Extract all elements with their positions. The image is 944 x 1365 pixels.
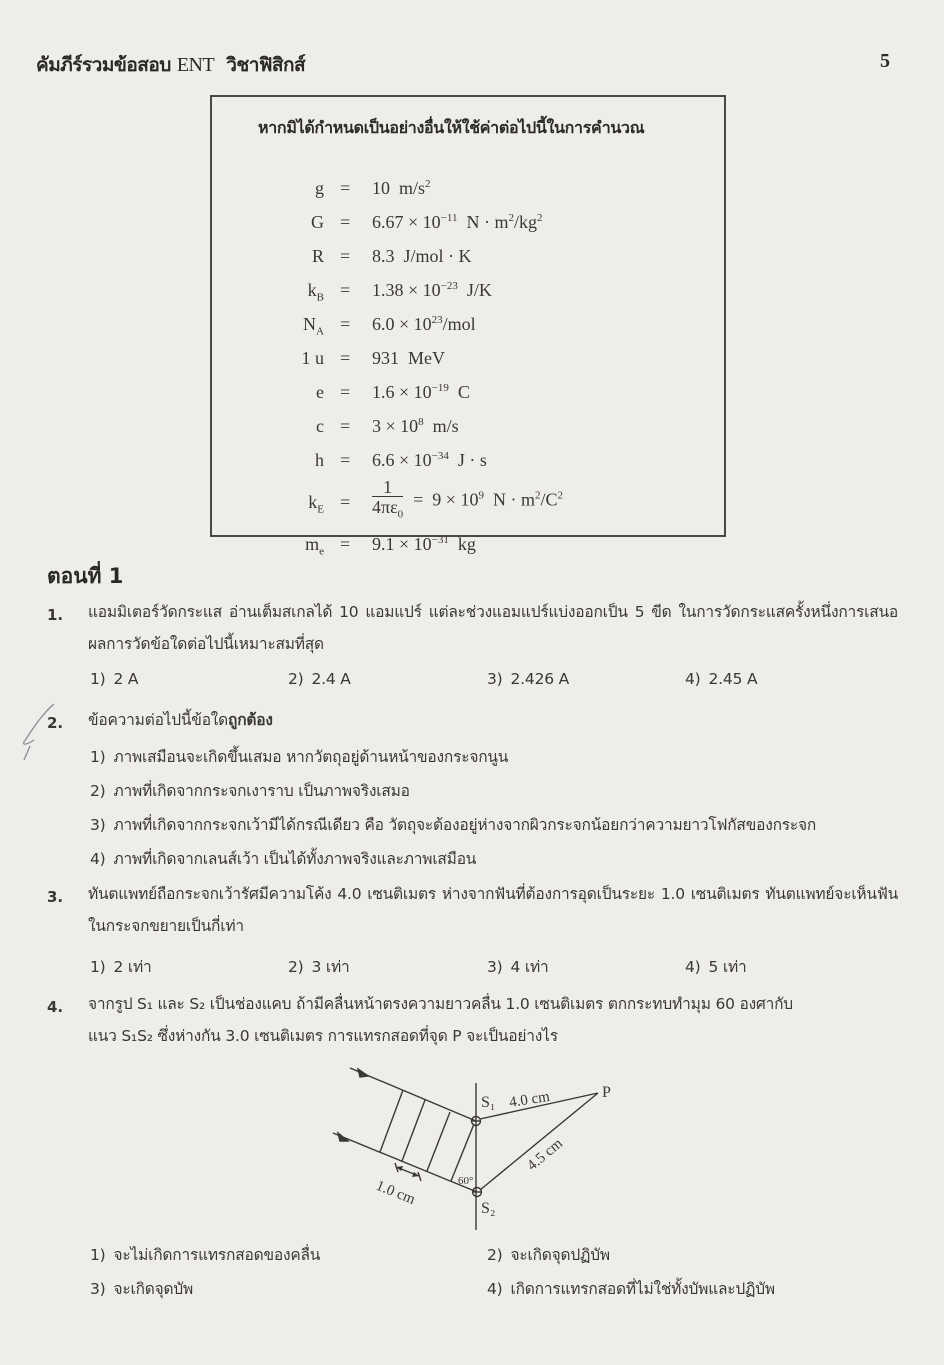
double-slit-diagram: [320, 1055, 640, 1235]
question-2-number: 2.: [47, 714, 64, 732]
question-1-text: แอมมิเตอร์วัดกระแส อ่านเต็มสเกลได้ 10 แอมแปร์ แต่ละช่วงแอมแปร์แบ่งออกเป็น 5 ขีด ในการวัดกระแสครั้งหนึ่งการเสนอผลการวัดข้อใดต่อไปนี้เหมาะสมที่สุด: [88, 603, 898, 653]
subject-name: วิชาฟิสิกส์: [226, 54, 306, 76]
constant-row-c: c = $3 \times 10^8$ m/s: [316, 416, 459, 436]
question-2-option-4[interactable]: 4) ภาพที่เกิดจากเลนส์เว้า เป็นได้ทั้งภาพจริงและภาพเสมือน: [90, 850, 477, 868]
constant-row-R: R = 8.3 J/mol · K: [311, 246, 472, 266]
constant-value: 10 $m/s^2$: [372, 178, 431, 198]
question-3-option-4[interactable]: 4) 5 เท่า: [685, 958, 747, 976]
page-number: 5: [880, 50, 890, 72]
question-4-option-3[interactable]: 3) จะเกิดจุดบัพ: [90, 1280, 194, 1298]
angle-label: 60°: [458, 1175, 474, 1187]
wavelength-label: 1.0 cm: [373, 1177, 418, 1209]
question-2-option-2[interactable]: 2) ภาพที่เกิดจากกระจกเงาราบ เป็นภาพจริงเสมอ: [90, 782, 410, 800]
question-3-text: ทันตแพทย์ถือกระจกเว้ารัศมีความโค้ง 4.0 เซนติเมตร ห่างจากฟันที่ต้องการอุดเป็นระยะ 1.0 เซนติเมตร ทันตแพทย์จะเห็นฟันในกระจกขยายเป็นกี่เท่า: [88, 885, 898, 935]
exam-name: ENT: [176, 54, 215, 76]
point-p-label: P: [602, 1084, 611, 1101]
question-4-number: 4.: [47, 998, 64, 1016]
question-3-option-3[interactable]: 3) 4 เท่า: [487, 958, 549, 976]
constant-row-g: g = 10 $m/s^2$: [315, 178, 431, 198]
question-1-option-3[interactable]: 3) 2.426 A: [487, 670, 570, 688]
section-title: ตอนที่ 1: [47, 564, 124, 588]
question-2-option-3[interactable]: 3) ภาพที่เกิดจากกระจกเว้ามีได้กรณีเดียว คือ วัตถุจะต้องอยู่ห่างจากผิวกระจกน้อยกว่าความยาวโฟกัสของกระจก: [90, 816, 817, 834]
fraction: $\frac{1}{4\pi\varepsilon_0}$: [372, 477, 404, 521]
s2-p-distance: 4.5 cm: [524, 1135, 566, 1175]
question-2-option-1[interactable]: 1) ภาพเสมือนจะเกิดขึ้นเสมอ หากวัตถุอยู่ด้านหน้าของกระจกนูน: [90, 748, 509, 766]
question-1-option-1[interactable]: 1) 2 A: [90, 670, 139, 688]
s1-p-distance: 4.0 cm: [508, 1088, 551, 1111]
question-3-option-1[interactable]: 1) 2 เท่า: [90, 958, 152, 976]
running-header: [36, 50, 305, 80]
question-4-text-line2: แนว S₁S₂ ซึ่งห่างกัน 3.0 เซนติเมตร การแทรกสอดที่จุด P จะเป็นอย่างไร: [88, 1027, 558, 1045]
constant-row-e: e = $1.6 \times 10^{-19}$ C: [316, 382, 470, 402]
slit-1-label: S₁: [481, 1094, 496, 1111]
constant-row-NA: $N_A$ = $6.0 \times 10^{23}$/mol: [303, 314, 476, 338]
constant-symbol: g: [315, 178, 324, 198]
constant-row-h: h = $6.6 \times 10^{-34}$ J · s: [315, 450, 487, 470]
constant-row-u: 1 u = 931 MeV: [301, 348, 445, 368]
question-4-text-line1: จากรูป S₁ และ S₂ เป็นช่องแคบ ถ้ามีคลื่นหน้าตรงความยาวคลื่น 1.0 เซนติเมตร ตกกระทบทำมุม 60 องศากับ: [88, 995, 793, 1013]
book-title: คัมภีร์รวมข้อสอบ: [36, 54, 171, 76]
constant-row-me: $m_e$ = $9.1 \times 10^{-31}$ kg: [305, 534, 476, 558]
emphasis-correct: ถูกต้อง: [228, 711, 273, 729]
constant-row-kE: $k_E$ = $\frac{1}{4\pi\varepsilon_0}$ = $9 \times 10^9$ $N \cdot m^2/C^2$: [250, 486, 710, 530]
question-3-number: 3.: [47, 888, 64, 906]
constant-row-kB: $k_B$ = $1.38 \times 10^{-23}$ J/K: [307, 280, 492, 304]
slit-2-label: S₂: [481, 1200, 496, 1217]
question-4-option-2[interactable]: 2) จะเกิดจุดปฏิบัพ: [487, 1246, 610, 1264]
question-3-option-2[interactable]: 2) 3 เท่า: [288, 958, 350, 976]
question-1-option-4[interactable]: 4) 2.45 A: [685, 670, 758, 688]
question-1-option-2[interactable]: 2) 2.4 A: [288, 670, 351, 688]
constant-row-G: G = $6.67 \times 10^{-11}$ $N \cdot m^2/kg^2$: [311, 212, 543, 232]
constants-heading: หากมิได้กำหนดเป็นอย่างอื่นให้ใช้ค่าต่อไปนี้ในการคำนวณ: [258, 118, 645, 137]
question-4-option-4[interactable]: 4) เกิดการแทรกสอดที่ไม่ใช่ทั้งบัพและปฏิบัพ: [487, 1280, 775, 1298]
question-2-text: ข้อความต่อไปนี้ข้อใดถูกต้อง: [88, 711, 273, 729]
question-1-number: 1.: [47, 606, 64, 624]
question-4-option-1[interactable]: 1) จะไม่เกิดการแทรกสอดของคลื่น: [90, 1246, 321, 1264]
